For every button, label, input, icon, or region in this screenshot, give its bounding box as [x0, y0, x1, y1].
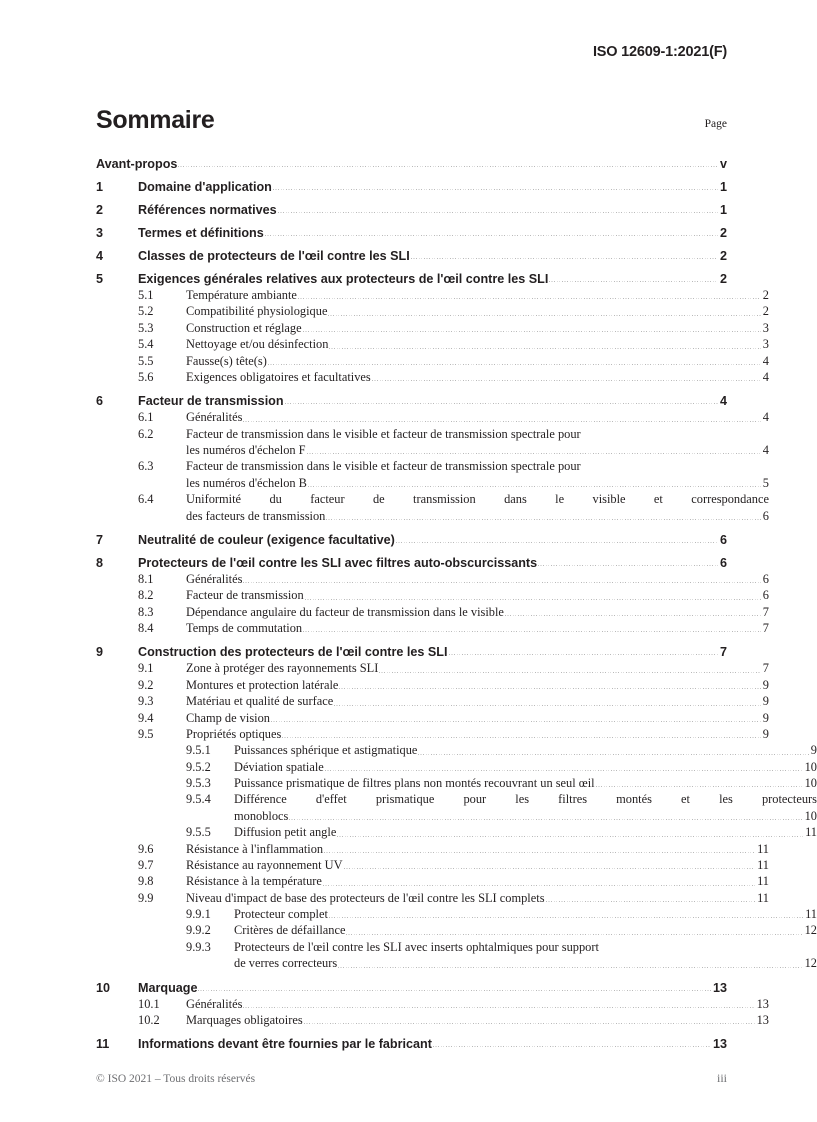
toc-entry-body [186, 353, 769, 369]
toc-entry-continuation [186, 508, 769, 524]
toc-entry[interactable] [96, 660, 769, 676]
toc-entry-page: 4 [762, 443, 769, 457]
toc-entry[interactable] [96, 775, 817, 791]
toc-entry-label: Diffusion petit angle [234, 825, 337, 840]
toc-entry[interactable] [96, 710, 769, 726]
dot-leader [379, 672, 760, 673]
toc-entry[interactable] [96, 203, 727, 217]
toc-entry-page: 4 [762, 353, 769, 368]
dot-leader [329, 917, 803, 918]
toc-entry-page: 9 [762, 710, 769, 725]
toc-entry[interactable] [96, 272, 727, 286]
toc-entry-page: 12 [804, 956, 817, 971]
toc-entry-number: 7 [96, 532, 104, 547]
toc-entry-page: 10 [804, 776, 817, 790]
toc-entry-body [186, 996, 769, 1012]
toc-entry-number: 10.2 [138, 1012, 160, 1027]
toc-entry[interactable] [96, 922, 817, 938]
toc-entry-number: 5 [96, 272, 104, 286]
toc-entry-label: Propriétés optiques [186, 726, 282, 741]
toc-entry-page: 4 [762, 369, 769, 384]
toc-entry[interactable] [96, 996, 769, 1012]
toc-entry-label: Résistance au rayonnement UV [186, 857, 343, 872]
toc-entry-page: 4 [719, 394, 727, 409]
toc-entry-number: 9.5.2 [186, 759, 211, 774]
toc-entry-page: 1 [719, 180, 727, 194]
toc-entry-page: 6 [762, 508, 769, 523]
toc-entry[interactable] [96, 287, 769, 303]
toc-entry-page: 2 [762, 288, 769, 302]
toc-entry-label: Références normatives [138, 203, 277, 217]
dot-leader [505, 615, 761, 616]
toc-entry-number: 9 [96, 645, 104, 660]
page-column-label: Page [704, 118, 727, 130]
toc-entry-label: Domaine d'application [138, 180, 272, 194]
toc-entry-label: Avant-propos [96, 157, 178, 171]
toc-entry[interactable] [96, 791, 817, 824]
toc-entry-number: 5.1 [138, 288, 154, 302]
toc-entry-number: 9.9 [138, 890, 154, 905]
dot-leader [396, 542, 718, 543]
toc-entry-page: 10 [804, 759, 817, 774]
dot-leader [282, 737, 760, 738]
toc-entry-page: 9 [762, 726, 769, 741]
toc-entry-label: Termes et définitions [138, 226, 264, 240]
toc-entry-number: 9.5 [138, 726, 154, 741]
toc-entry[interactable] [96, 604, 769, 620]
toc-entry-body [186, 726, 769, 742]
toc-entry-body [186, 677, 769, 693]
toc-entry-label: Matériau et qualité de surface [186, 694, 334, 709]
toc-entry-body [96, 157, 727, 171]
toc-title-row [96, 108, 727, 133]
toc-entry-body [186, 873, 769, 889]
toc-entry-number: 11 [96, 1037, 110, 1052]
toc-entry-body [186, 660, 769, 676]
toc-entry-number: 8.4 [138, 621, 154, 635]
dot-leader [411, 258, 718, 259]
toc-entry-continuation [234, 955, 817, 971]
toc-entry-body [234, 922, 817, 938]
toc-entry-body [234, 742, 817, 758]
toc-entry-page: 7 [762, 604, 769, 619]
toc-entry-number: 9.4 [138, 710, 154, 725]
document-footer [96, 1071, 727, 1086]
toc-entry-number: 9.1 [138, 661, 154, 676]
toc-entry[interactable] [96, 491, 769, 524]
toc-entry-label: Facteur de transmission dans le visible et facteur de transmission spectrale pour [186, 426, 581, 441]
toc-entry[interactable] [96, 645, 727, 659]
toc-entry-body [186, 890, 769, 906]
toc-entry[interactable] [96, 857, 769, 873]
dot-leader [339, 688, 760, 689]
toc-entry-body [138, 533, 727, 547]
toc-entry-number: 6.3 [138, 459, 154, 474]
toc-entry-number: 9.9.3 [186, 939, 211, 954]
dot-leader [344, 868, 756, 869]
toc-entry-avant-propos[interactable] [96, 157, 727, 171]
toc-entry-label: Neutralité de couleur (exigence facultative) [138, 532, 395, 547]
toc-entry-page: 11 [805, 825, 817, 840]
toc-entry-label: Résistance à la température [186, 874, 322, 889]
toc-entry-label: Marquages obligatoires [186, 1012, 303, 1027]
toc-entry-page: 6 [762, 571, 769, 586]
toc-entry-label: Température ambiante [186, 288, 297, 302]
dot-leader [334, 705, 761, 706]
dot-leader [324, 852, 755, 853]
toc-entry-page: 11 [757, 857, 769, 872]
dot-leader [273, 189, 718, 190]
toc-entry-body [138, 1037, 727, 1051]
dot-leader [265, 235, 718, 236]
toc-entry[interactable] [96, 841, 769, 857]
toc-entry-number: 9.5.5 [186, 825, 211, 840]
toc-entry-number: 8.1 [138, 571, 154, 586]
toc-entry-list [96, 180, 817, 1052]
toc-entry-label: Facteur de transmission dans le visible et facteur de transmission spectrale pour [186, 459, 581, 474]
toc-entry-number: 10.1 [138, 996, 160, 1011]
toc-entry-page: 7 [762, 661, 769, 676]
toc-entry[interactable] [96, 693, 769, 709]
toc-entry-page: 4 [762, 410, 769, 425]
toc-entry-page: 1 [719, 203, 727, 217]
toc-entry-page: 9 [762, 694, 769, 709]
toc-entry-page: 11 [805, 907, 817, 921]
toc-entry-label: Facteur de transmission [138, 394, 284, 409]
toc-entry-continuation [186, 442, 769, 458]
toc-entry-page: 6 [762, 588, 769, 603]
toc-entry-page: v [719, 157, 727, 171]
toc-entry-body [186, 458, 769, 491]
toc-entry-number: 6.1 [138, 410, 154, 425]
toc-entry-page: 13 [712, 980, 727, 995]
toc-entry-label: Nettoyage et/ou désinfection [186, 337, 329, 352]
toc-entry[interactable] [96, 571, 769, 587]
toc-entry-label: Déviation spatiale [234, 759, 324, 774]
toc-entry-label-continued: les numéros d'échelon B [186, 475, 307, 490]
toc-entry-number: 5.4 [138, 337, 154, 352]
toc-entry[interactable] [96, 458, 769, 491]
dot-leader [449, 654, 718, 655]
toc-entry-label: Exigences obligatoires et facultatives [186, 369, 371, 384]
toc-entry[interactable] [96, 759, 817, 775]
toc-entry-label: Puissance prismatique de filtres plans non montés recouvrant un seul œil [234, 776, 595, 790]
toc-entry[interactable] [96, 303, 769, 319]
toc-entry[interactable] [96, 353, 769, 369]
toc-entry-body [186, 693, 769, 709]
dot-leader [323, 885, 755, 886]
toc-entry-number: 9.3 [138, 694, 154, 709]
dot-leader [271, 721, 761, 722]
toc-entry-body [186, 426, 769, 459]
dot-leader [268, 364, 761, 365]
footer-page-number: iii [716, 1071, 727, 1085]
toc-entry-body [138, 226, 727, 240]
toc-entry-number: 5.2 [138, 304, 154, 319]
toc-entry[interactable] [96, 906, 817, 922]
toc-entry-page: 11 [757, 890, 769, 905]
toc-entry[interactable] [96, 890, 769, 906]
dot-leader [433, 1046, 711, 1047]
toc-entry-page: 6 [719, 555, 727, 570]
dot-leader [243, 582, 760, 583]
dot-leader [243, 421, 760, 422]
toc-entry-body [138, 272, 727, 286]
toc-entry[interactable] [96, 556, 727, 570]
toc-entry-label: Montures et protection latérale [186, 677, 339, 692]
toc-entry-label: Protecteurs de l'œil contre les SLI avec filtres auto-obscurcissants [138, 555, 538, 570]
table-of-contents [96, 157, 817, 1052]
toc-entry-body [186, 409, 769, 425]
toc-entry[interactable] [96, 426, 769, 459]
toc-entry-label: Protecteur complet [234, 907, 328, 921]
toc-entry-continuation [186, 475, 769, 491]
toc-entry-label: Construction des protecteurs de l'œil contre les SLI [138, 645, 448, 660]
toc-entry[interactable] [96, 726, 769, 742]
toc-entry-number: 5.5 [138, 353, 154, 368]
toc-entry-label-continued: monoblocs [234, 808, 289, 823]
toc-entry-label: Puissances sphérique et astigmatique [234, 743, 418, 758]
copyright-notice: © ISO 2021 – Tous droits réservés [96, 1073, 256, 1085]
toc-entry-label-continued: de verres correcteurs [234, 956, 338, 971]
toc-entry-label: Dépendance angulaire du facteur de transmission dans le visible [186, 604, 504, 619]
toc-entry-body [186, 710, 769, 726]
toc-entry-body [186, 320, 769, 336]
dot-leader [307, 453, 761, 454]
toc-entry[interactable] [96, 620, 769, 636]
toc-entry-page: 13 [712, 1037, 727, 1052]
toc-entry-body [186, 1012, 769, 1028]
toc-entry-body [186, 336, 769, 352]
toc-entry-page: 9 [762, 677, 769, 692]
toc-entry-label: Classes de protecteurs de l'œil contre les SLI [138, 249, 410, 263]
dot-leader [325, 770, 803, 771]
toc-entry[interactable] [96, 394, 727, 408]
toc-entry-page: 13 [756, 996, 769, 1011]
toc-entry-label: Généralités [186, 996, 243, 1011]
toc-entry[interactable] [96, 824, 817, 840]
toc-entry-number: 2 [96, 203, 104, 217]
dot-leader [303, 331, 761, 332]
toc-entry-page: 10 [804, 808, 817, 823]
dot-leader [549, 281, 718, 282]
toc-entry-label: Marquage [138, 980, 198, 995]
toc-entry-page: 3 [762, 337, 769, 352]
toc-entry-body [234, 775, 817, 791]
toc-entry-number: 6.2 [138, 426, 154, 441]
dot-leader [303, 631, 761, 632]
toc-entry[interactable] [96, 587, 769, 603]
toc-entry-label: Champ de vision [186, 710, 270, 725]
toc-entry-label: Différence d'effet prismatique pour les filtres montés et les protecteurs [234, 792, 817, 807]
toc-entry-body [234, 939, 817, 972]
toc-entry-label: Généralités [186, 410, 243, 425]
toc-entry-page: 3 [762, 320, 769, 335]
dot-leader [328, 315, 760, 316]
toc-entry-body [186, 491, 769, 524]
toc-entry-label: Critères de défaillance [234, 923, 346, 938]
toc-entry[interactable] [96, 226, 727, 240]
toc-entry-label: Compatibilité physiologique [186, 304, 328, 319]
toc-entry-page: 7 [719, 645, 727, 660]
toc-entry-number: 9.5.3 [186, 776, 211, 790]
toc-entry-body [186, 369, 769, 385]
toc-entry-number: 1 [96, 180, 104, 194]
toc-entry-number: 9.5.1 [186, 743, 211, 758]
toc-entry-page: 5 [762, 475, 769, 490]
toc-entry-body [138, 249, 727, 263]
toc-entry[interactable] [96, 369, 769, 385]
toc-entry-body [186, 587, 769, 603]
toc-entry-number: 9.6 [138, 841, 154, 856]
dot-leader [338, 967, 802, 968]
toc-entry[interactable] [96, 742, 817, 758]
toc-entry-page: 9 [810, 743, 817, 758]
toc-entry-number: 8.2 [138, 588, 154, 603]
toc-entry-body [186, 287, 769, 303]
toc-entry-label: Temps de commutation [186, 621, 303, 635]
dot-leader [198, 990, 711, 991]
dot-leader [596, 786, 803, 787]
toc-entry-label: Exigences générales relatives aux protecteurs de l'œil contre les SLI [138, 272, 549, 286]
toc-entry-number: 3 [96, 226, 104, 240]
toc-entry-body [234, 824, 817, 840]
toc-entry-page: 2 [719, 226, 727, 240]
toc-entry-label: Construction et réglage [186, 320, 302, 335]
toc-entry-page: 2 [719, 272, 727, 286]
toc-entry[interactable] [96, 336, 769, 352]
toc-entry[interactable] [96, 939, 817, 972]
toc-entry-body [234, 759, 817, 775]
toc-entry-body [138, 645, 727, 659]
toc-entry[interactable] [96, 873, 769, 889]
toc-entry-label: Niveau d'impact de base des protecteurs de l'œil contre les SLI complets [186, 890, 545, 905]
dot-leader [305, 599, 761, 600]
toc-entry-label: Uniformité du facteur de transmission dans le visible et correspondance [186, 492, 769, 507]
toc-entry[interactable] [96, 409, 769, 425]
page-title: Sommaire [96, 106, 215, 134]
toc-entry[interactable] [96, 533, 727, 547]
dot-leader [298, 298, 761, 299]
toc-entry-number: 9.5.4 [186, 792, 211, 807]
toc-entry-page: 2 [719, 249, 727, 263]
dot-leader [538, 565, 718, 566]
toc-entry[interactable] [96, 180, 727, 194]
dot-leader [243, 1007, 754, 1008]
toc-entry-body [186, 604, 769, 620]
toc-entry-number: 5.6 [138, 369, 154, 384]
toc-entry[interactable] [96, 677, 769, 693]
toc-entry-body [138, 394, 727, 408]
dot-leader [285, 403, 718, 404]
dot-leader [337, 836, 803, 837]
toc-entry-number: 5.3 [138, 320, 154, 335]
toc-entry-label: Généralités [186, 571, 243, 586]
toc-entry-number: 9.7 [138, 857, 154, 872]
toc-entry-label-continued: les numéros d'échelon F [186, 443, 306, 457]
toc-entry-body [186, 620, 769, 636]
toc-entry[interactable] [96, 981, 727, 995]
toc-entry-label: Zone à protéger des rayonnements SLI [186, 661, 379, 676]
document-reference-header: ISO 12609-1:2021(F) [592, 44, 727, 60]
dot-leader [346, 934, 802, 935]
toc-entry-page: 13 [756, 1012, 769, 1027]
toc-entry-page: 11 [757, 841, 769, 856]
dot-leader [278, 212, 718, 213]
toc-entry-number: 9.9.1 [186, 907, 211, 921]
toc-entry-number: 8.3 [138, 604, 154, 619]
toc-entry-body [138, 180, 727, 194]
toc-entry-number: 6 [96, 394, 104, 409]
toc-entry-label: Protecteurs de l'œil contre les SLI avec inserts ophtalmiques pour support [234, 939, 599, 954]
toc-entry-label: Résistance à l'inflammation [186, 841, 324, 856]
toc-entry-body [186, 857, 769, 873]
toc-entry-body [186, 841, 769, 857]
toc-entry[interactable] [96, 249, 727, 263]
toc-entry-number: 9.9.2 [186, 923, 211, 938]
toc-entry-label-continued: des facteurs de transmission [186, 508, 326, 523]
toc-entry-label: Informations devant être fournies par le fabricant [138, 1037, 432, 1052]
toc-entry-page: 12 [804, 923, 817, 938]
toc-entry-body [234, 791, 817, 824]
dot-leader [304, 1023, 755, 1024]
toc-entry-number: 9.8 [138, 874, 154, 889]
toc-entry-number: 9.2 [138, 677, 154, 692]
toc-entry[interactable] [96, 320, 769, 336]
toc-entry-body [138, 556, 727, 570]
toc-entry-body [138, 981, 727, 995]
toc-entry-number: 10 [96, 980, 111, 995]
dot-leader [329, 348, 760, 349]
toc-entry-body [138, 203, 727, 217]
dot-leader [372, 380, 761, 381]
toc-entry-number: 6.4 [138, 492, 154, 507]
toc-entry-body [234, 906, 817, 922]
dot-leader [418, 754, 808, 755]
toc-entry[interactable] [96, 1037, 727, 1051]
toc-entry-continuation [234, 808, 817, 824]
toc-entry-number: 4 [96, 249, 104, 263]
dot-leader [308, 486, 761, 487]
toc-entry-page: 7 [762, 621, 769, 635]
toc-entry[interactable] [96, 1012, 769, 1028]
dot-leader [178, 166, 718, 167]
dot-leader [289, 819, 802, 820]
toc-entry-label: Facteur de transmission [186, 588, 304, 603]
toc-entry-body [186, 303, 769, 319]
toc-entry-number: 8 [96, 555, 104, 570]
toc-entry-body [186, 571, 769, 587]
toc-entry-page: 2 [762, 304, 769, 319]
dot-leader [546, 901, 756, 902]
dot-leader [326, 519, 760, 520]
toc-entry-page: 6 [719, 532, 727, 547]
toc-entry-label: Fausse(s) tête(s) [186, 353, 267, 368]
toc-entry-page: 11 [757, 874, 769, 889]
